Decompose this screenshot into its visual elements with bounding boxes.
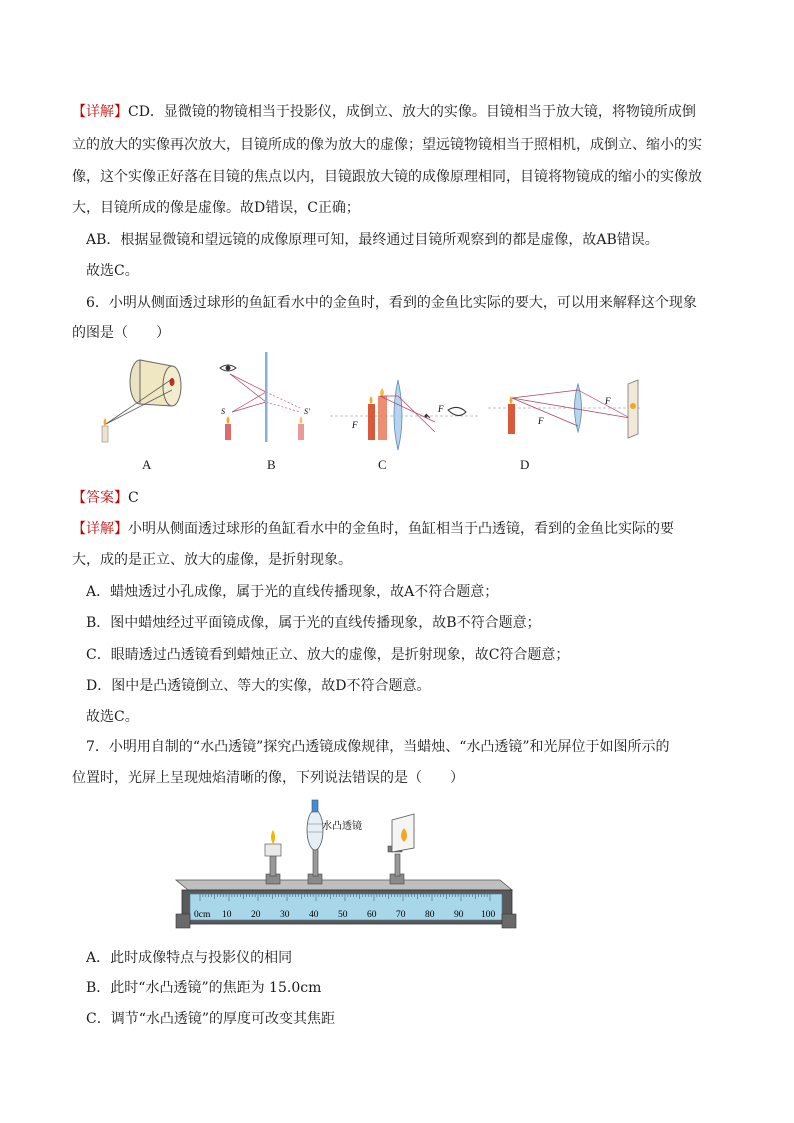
q7-option-b: B．此时“水凸透镜”的焦距为 15.0cm: [86, 980, 322, 996]
figure-c-label-f-right: F: [438, 404, 444, 414]
figure-d-real-image: [488, 380, 640, 438]
figure-d-label-f-right: F: [605, 396, 611, 406]
analysis-line-3: 像，这个实像正好落在目镜的焦点以内，目镜跟放大镜的成像原理相同，目镜将物镜成的缩小的实像放: [72, 169, 702, 185]
screen-holder: [388, 814, 414, 884]
analysis-line-2: 立的放大的实像再次放大，目镜所成的像为放大的虚像；望远镜物镜相当于照相机，成倒立、缩小的实: [72, 137, 702, 153]
q6-explain-a: A．蜡烛透过小孔成像，属于光的直线传播现象，故A不符合题意；: [86, 584, 499, 600]
figure-b-label-s: S: [221, 407, 225, 416]
analysis-line-5: AB．根据显微镜和望远镜的成像原理可知，最终通过目镜所观察到的都是虚像，故AB错误。: [86, 232, 659, 248]
analysis-line-4: 大，目镜所成的像是虚像。故D错误，C正确；: [72, 200, 360, 216]
figure-d-label-f-left: F: [538, 416, 544, 426]
q6-stem-line-1: 6．小明从侧面透过球形的鱼缸看水中的金鱼时，看到的金鱼比实际的要大，可以用来解释这个现象: [86, 295, 697, 311]
ruler-label: 30: [280, 910, 290, 920]
q6-detail-line-2: 大，成的是正立、放大的虚像，是折射现象。: [72, 552, 352, 568]
option-label-c: C: [378, 457, 387, 472]
ruler-label: 0cm: [194, 910, 211, 920]
q6-explain-b: B．图中蜡烛经过平面镜成像，属于光的直线传播现象，故B不符合题意；: [86, 615, 541, 631]
ruler-label: 20: [251, 910, 261, 920]
ruler-label: 70: [396, 910, 406, 920]
q6-explain-d: D．图中是凸透镜倒立、等大的实像，故D不符合题意。: [86, 678, 431, 694]
q6-stem-line-2: 的图是（ ）: [72, 325, 170, 341]
water-lens-label: 水凸透镜: [322, 821, 362, 832]
figure-c-magnifier: [330, 380, 480, 450]
figure-b-label-s-prime: S': [304, 407, 310, 416]
water-lens-holder: [307, 800, 362, 884]
analysis-conclusion: 故选C。: [86, 263, 139, 279]
option-label-d: D: [520, 457, 530, 472]
ruler-label: 40: [309, 910, 319, 920]
ruler-label: 60: [367, 910, 377, 920]
ruler-label: 100: [481, 910, 496, 920]
q6-figures: [90, 346, 670, 450]
q6-detail-line-1: 【详解】小明从侧面透过球形的鱼缸看水中的金鱼时，鱼缸相当于凸透镜，看到的金鱼比实际的要: [72, 521, 674, 537]
q7-stem-line-2: 位置时，光屏上呈现烛焰清晰的像，下列说法错误的是（ ）: [72, 770, 464, 786]
q7-stem-line-1: 7．小明用自制的“水凸透镜”探究凸透镜成像规律，当蜡烛、“水凸透镜”和光屏位于如图所示的: [86, 739, 670, 755]
option-label-b: B: [267, 457, 276, 472]
q6-explain-c: C．眼睛透过凸透镜看到蜡烛正立、放大的虚像，是折射现象，故C符合题意；: [86, 647, 570, 663]
candle-holder: [265, 830, 281, 884]
ruler-label: 80: [425, 910, 435, 920]
ruler-label: 50: [338, 910, 348, 920]
figure-b-plane-mirror: [220, 352, 310, 442]
q7-optical-bench-figure: [170, 796, 520, 932]
ruler-label: 10: [222, 910, 232, 920]
option-label-a: A: [142, 457, 152, 472]
figure-c-label-f-left: F: [352, 420, 358, 430]
detail-tag: 【详解】: [72, 104, 128, 120]
q6-conclusion: 故选C。: [86, 709, 139, 725]
answer-tag: 【答案】: [72, 490, 128, 506]
analysis-line-1: 【详解】CD．显微镜的物镜相当于投影仪，成倒立、放大的实像。目镜相当于放大镜，将物镜所成倒: [72, 104, 696, 120]
detail-tag: 【详解】: [72, 521, 128, 537]
q6-answer: 【答案】C: [72, 490, 139, 506]
q7-option-a: A．此时成像特点与投影仪的相同: [86, 950, 293, 966]
figure-a-pinhole-camera: [102, 360, 181, 442]
q7-option-c: C．调节“水凸透镜”的厚度可改变其焦距: [86, 1011, 336, 1027]
ruler-label: 90: [454, 910, 464, 920]
